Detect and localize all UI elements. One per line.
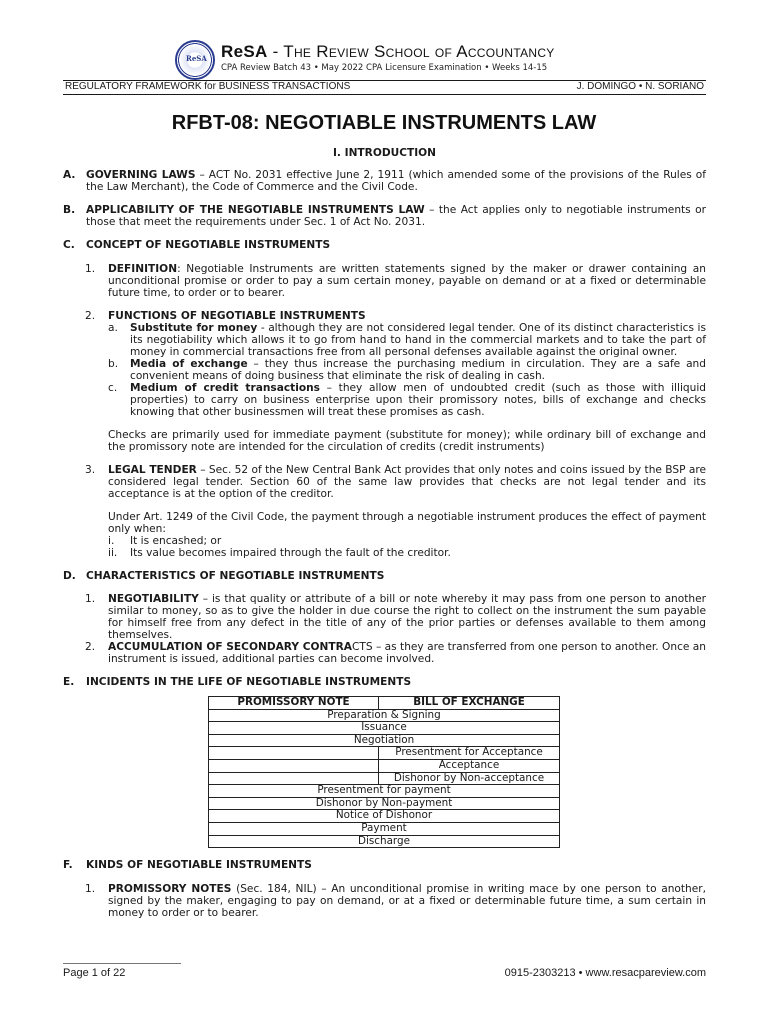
page-number: Page 1 of 22 [63,967,126,979]
incidents-table [208,696,560,848]
table-cell-empty [209,759,379,772]
item-f-kinds [63,859,706,871]
item-e-incidents [63,676,706,688]
sub-heading: Media of exchange [130,358,248,370]
item-body [86,169,706,193]
item-heading: CHARACTERISTICS OF NEGOTIABLE INSTRUMENTS [86,570,385,582]
num-text: – as they are transferred from one person to another. Once an instrument is issued, additional parties can become involved. [108,641,707,665]
num-body [108,464,706,500]
sub-text: - although they are not considered legal tender. One of its distinct characteristics is its negotiability which allows it to go from hand to hand in the commercial markets and to take the part of money in commercial transactions free from all personal defenses available against the original owner. [130,322,706,358]
item-text: – ACT No. 2031 effective June 2, 1911 (which amended some of the provisions of the Rules of the Law Merchant), the Code of Commerce and the Civil Code. [86,169,706,193]
table-header-row [209,697,560,710]
num-label: 2. [85,310,96,322]
num-heading: LEGAL TENDER [108,464,197,476]
num-body [108,310,706,322]
table-row [209,772,560,785]
sub-body [130,322,706,358]
table-row [209,747,560,760]
footer-divider [63,963,181,964]
sub-heading: Substitute for money [130,322,258,334]
num-text: (Sec. 184, NIL) – An unconditional promise in writing mace by one person to another, signed by the maker, engaging to pay on demand, or at a fixed or determinable future time, a sum certain in money to order or to bearer. [108,883,706,920]
batch-subline: CPA Review Batch 43 • May 2022 CPA Licensure Examination • Weeks 14-15 [221,63,548,73]
num-body [108,263,706,299]
course-name: REGULATORY FRAMEWORK for BUSINESS TRANSACTIONS [65,81,351,92]
table-cell: Issuance [209,722,560,735]
item-a-governing-laws [63,169,706,193]
spacer [63,299,706,310]
d1-negotiability [85,593,706,641]
num-heading: NEGOTIABILITY [108,593,199,605]
table-cell: Payment [209,822,560,835]
table-cell: Dishonor by Non-acceptance [379,772,560,785]
document-body [63,147,706,919]
spacer [63,665,706,676]
table-row [209,709,560,722]
item-text: – the Act applies only to negotiable instruments or those that meet the requirements under Sec. 1 of Act No. 2031. [86,204,706,228]
item-heading: APPLICABILITY OF THE NEGOTIABLE INSTRUMENTS LAW [86,204,425,216]
num-body [108,641,706,665]
sub-heading: Medium of credit transactions [130,382,320,394]
resa-logo-icon [175,40,215,80]
sub-body [130,358,706,382]
item-label: F. [63,859,73,872]
table-cell: Notice of Dishonor [209,810,560,823]
num-heading-tail: CTS [352,641,373,653]
school-brand: ReSA [221,42,268,61]
table-row [209,810,560,823]
school-name-rest: - The Review School of Accountancy [267,42,555,61]
school-name [221,42,555,62]
f1-promissory-notes [85,883,706,919]
sub-text: – they thus increase the purchasing medium in circulation. They are a safe and convenient means of doing business that eliminate the risk of dealing in cash. [130,358,706,382]
num-text: – Sec. 52 of the New Central Bank Act provides that only notes and coins issued by the BSP are considered legal tender. Section 60 of the same law provides that checks are not legal tender and its acceptance is at the option of the creditor. [108,464,706,500]
num-heading: ACCUMULATION OF SECONDARY CONTRA [108,641,352,653]
c1-definition [85,263,706,299]
item-body [86,676,706,688]
sub-body [130,382,706,418]
item-heading: INCIDENTS IN THE LIFE OF NEGOTIABLE INSTRUMENTS [86,676,412,688]
num-text: : Negotiable Instruments are written statements signed by the maker or drawer containing an unconditional promise or order to pay a sum certain money, payable on demand or at a fixed or determinable future time, to order or to bearer. [108,263,706,299]
sub-label: ii. [108,547,118,559]
item-label: E. [63,676,75,688]
table-cell: Negotiation [209,734,560,747]
table-cell: Presentment for payment [209,785,560,798]
item-c-concept [63,239,706,251]
spacer [63,453,706,464]
table-row [209,797,560,810]
num-label: 1. [85,883,96,896]
item-body [86,204,706,228]
item-label: C. [63,239,75,251]
sub-label: b. [108,358,119,370]
num-heading: FUNCTIONS OF NEGOTIABLE INSTRUMENTS [108,310,366,322]
sub-text: It is encashed; or [130,535,222,547]
function-item-c [108,382,706,418]
item-body [86,570,706,582]
spacer [63,848,706,859]
num-text: – is that quality or attribute of a bill or note whereby it may pass from one person to another similar to money, so as to give the holder in due course the right to collect on the instrument the sum payable for himself free from any defect in the title of any of the prior parties or defenses available to them among themselves. [108,593,706,641]
num-body [108,883,706,919]
function-item-b [108,358,706,382]
authors: J. DOMINGO • N. SORIANO [576,81,704,92]
table-cell: Discharge [209,835,560,848]
c2-functions [85,310,706,322]
num-label: 3. [85,464,96,476]
table-cell-empty [209,747,379,760]
spacer [63,500,706,511]
sub-text: Its value becomes impaired through the fault of the creditor. [130,547,451,559]
sub-text: – they allow men of undoubted credit (such as those with illiquid properties) to carry on business enterprise upon their promissory notes, bills of exchange and checks knowing that other businessmen will treat these promises as cash. [130,382,706,418]
sub-label: c. [108,382,118,394]
art-1249-note: Under Art. 1249 of the Civil Code, the payment through a negotiable instrument produces the effect of payment only when: [108,511,706,535]
num-heading: PROMISSORY NOTES [108,883,232,896]
course-bar [63,80,706,95]
table-cell: Presentment for Acceptance [379,747,560,760]
table-cell: Preparation & Signing [209,709,560,722]
col-bill-of-exchange: BILL OF EXCHANGE [379,697,560,710]
footer-contact: 0915-2303213 • www.resacpareview.com [504,967,706,979]
table-cell-empty [209,772,379,785]
num-body [108,593,706,641]
item-d-characteristics [63,570,706,582]
spacer [63,559,706,570]
num-label: 1. [85,263,96,275]
num-label: 2. [85,641,96,653]
logo-text: ReSA [186,54,207,63]
art-item-ii [108,547,706,559]
table-cell: Dishonor by Non-payment [209,797,560,810]
sub-label: i. [108,535,115,547]
table-row [209,734,560,747]
table-row [209,835,560,848]
spacer [63,418,706,429]
d2-accumulation [85,641,706,665]
item-label: A. [63,169,76,181]
item-label: D. [63,570,76,582]
item-body [86,239,706,251]
table-row [209,785,560,798]
function-item-a [108,322,706,358]
art-item-i [108,535,706,547]
item-heading: KINDS OF NEGOTIABLE INSTRUMENTS [86,859,312,872]
table-row [209,822,560,835]
section-introduction: I. INTRODUCTION [332,147,437,159]
item-b-applicability [63,204,706,228]
table-cell: Acceptance [379,759,560,772]
document-title: RFBT-08: NEGOTIABLE INSTRUMENTS LAW [171,112,597,134]
item-label: B. [63,204,76,216]
col-promissory-note: PROMISSORY NOTE [209,697,379,710]
c3-legal-tender [85,464,706,500]
item-heading: GOVERNING LAWS [86,169,196,181]
num-heading: DEFINITION [108,263,178,275]
table-row [209,759,560,772]
num-label: 1. [85,593,96,605]
checks-note: Checks are primarily used for immediate payment (substitute for money); while ordinary bill of exchange and the promissory note are intended for the circulation of credits (credit instruments) [108,429,706,453]
item-heading: CONCEPT OF NEGOTIABLE INSTRUMENTS [86,239,331,251]
sub-label: a. [108,322,118,334]
item-body [86,859,706,871]
table-row [209,722,560,735]
